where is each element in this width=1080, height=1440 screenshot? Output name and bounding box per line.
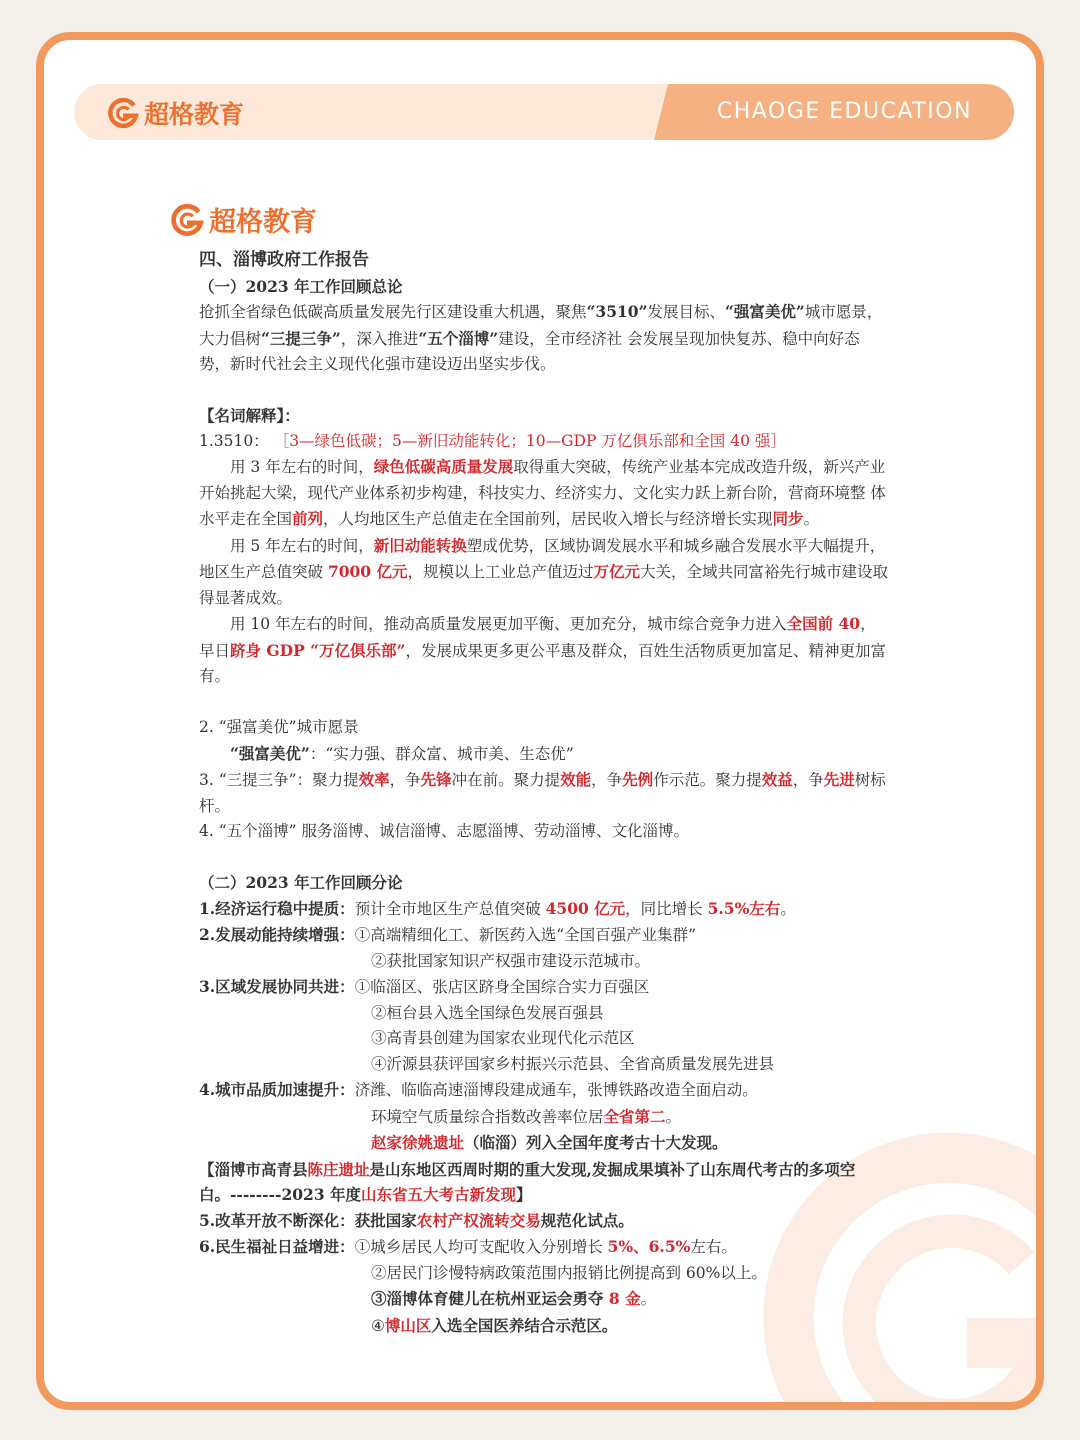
term-vision-detail: “强富美优”：“实力强、群众富、城市美、生态优” <box>230 743 574 763</box>
list-item-2-line: ②获批国家知识产权强市建设示范城市。 <box>371 951 651 970</box>
list-item-4: 4.城市品质加速提升：济潍、临临高速淄博段建成通车，张博铁路改造全面启动。 <box>199 1080 758 1099</box>
content-logo <box>169 200 317 239</box>
list-item-4-line: 环境空气质量综合指数改善率位居全省第二。 <box>371 1106 682 1126</box>
document-body <box>199 248 889 1339</box>
brand-chinese-name: 超格教育 <box>209 207 317 238</box>
subsection-heading: （一）2023 年工作回顾总论 <box>199 276 403 296</box>
archaeology-note: 【淄博市高青县陈庄遗址是山东地区西周时期的重大发现,发掘成果填补了山东周代考古的多项空白。--------2023 年度山东省五大考古新发现】 <box>199 1159 856 1204</box>
list-item-3: 3.区域发展协同共进：①临淄区、张店区跻身全国综合实力百强区 <box>199 977 650 996</box>
paragraph-5-years: 用 5 年左右的时间，新旧动能转换塑成优势，区域协调发展水平和城乡融合发展水平大幅提升， 地区生产总值突破 7000 亿元，规模以上工业总产值迈过万亿元大关，全域共同富裕先行城市建设取得显著成效。 <box>199 535 889 607</box>
list-item-5: 5.改革开放不断深化：获批国家农村产权流转交易规范化试点。 <box>199 1210 634 1230</box>
list-item-4-line: 赵家徐姚遗址（临淄）列入全国年度考古十大发现。 <box>371 1133 728 1152</box>
paragraph-3-years: 用 3 年左右的时间，绿色低碳高质量发展取得重大突破，传统产业基本完成改造升级，新兴产业 开始挑起大梁，现代产业体系初步构建，科技实力、经济实力、文化实力跃上新台阶，营商环境整 体水平走在全国前列，人均地区生产总值走在全国前列，居民收入增长与经济增长实现同步。 <box>199 457 886 528</box>
summary-paragraph: 抢抓全省绿色低碳高质量发展先行区建设重大机遇，聚焦“3510”发展目标、“强富美优”城市愿景，大力倡树“三提三争”，深入推进“五个淄博”建设，全市经济社 会发展呈现加快复苏、稳中向好态势，新时代社会主义现代化强市建设迈出坚实步伐。 <box>199 302 883 373</box>
list-item-2: 2.发展动能持续增强：①高端精细化工、新医药入选“全国百强产业集群” <box>199 925 697 944</box>
brand-logo-icon <box>106 96 140 130</box>
term-vision: 2. “强富美优”城市愿景 <box>199 718 359 736</box>
header-logo <box>106 95 244 131</box>
list-item-1: 1.经济运行稳中提质：预计全市地区生产总值突破 4500 亿元，同比增长 5.5%左右。 <box>199 898 796 918</box>
list-item-3-line: ④沂源县获评国家乡村振兴示范县、全省高质量发展先进县 <box>371 1054 775 1073</box>
brand-logo-icon <box>169 202 205 238</box>
subsection-heading: （二）2023 年工作回顾分论 <box>199 873 403 892</box>
term-three-three: 3. “三提三争”：聚力提效率，争先锋冲在前。聚力提效能，争先例作示范。聚力提效益，争先进树标杆。 <box>199 770 886 815</box>
brand-chinese-name: 超格教育 <box>144 100 245 129</box>
section-heading: 四、淄博政府工作报告 <box>199 250 369 270</box>
list-item-6-line: ②居民门诊慢特病政策范围内报销比例提高到 60%以上。 <box>371 1263 767 1282</box>
page-frame <box>36 32 1044 1410</box>
brand-english-name: CHAOGE EDUCATION <box>716 99 972 124</box>
term-five-zibo: 4. “五个淄博” 服务淄博、诚信淄博、志愿淄博、劳动淄博、文化淄博。 <box>199 822 689 840</box>
term-3510: 1.3510： ［3—绿色低碳；5—新旧动能转化；10—GDP 万亿俱乐部和全国 40 强］ <box>199 431 786 450</box>
list-item-3-line: ②桓台县入选全国绿色发展百强县 <box>371 1003 604 1022</box>
list-item-6: 6.民生福祉日益增进：①城乡居民人均可支配收入分别增长 5%、6.5%左右。 <box>199 1237 737 1256</box>
list-item-6-line: ④博山区入选全国医养结合示范区。 <box>371 1315 618 1335</box>
paragraph-10-years: 用 10 年左右的时间，推动高质量发展更加平衡、更加充分，城市综合竞争力进入全国前 40，早日跻身 GDP “万亿俱乐部”，发展成果更多更公平惠及群众，百姓生活物质更加富足、精神更加富有。 <box>199 614 886 685</box>
terms-heading: 【名词解释】： <box>199 406 300 425</box>
list-item-3-line: ③高青县创建为国家农业现代化示范区 <box>371 1029 635 1047</box>
list-item-6-line: ③淄博体育健儿在杭州亚运会勇夺 8 金。 <box>371 1289 657 1308</box>
